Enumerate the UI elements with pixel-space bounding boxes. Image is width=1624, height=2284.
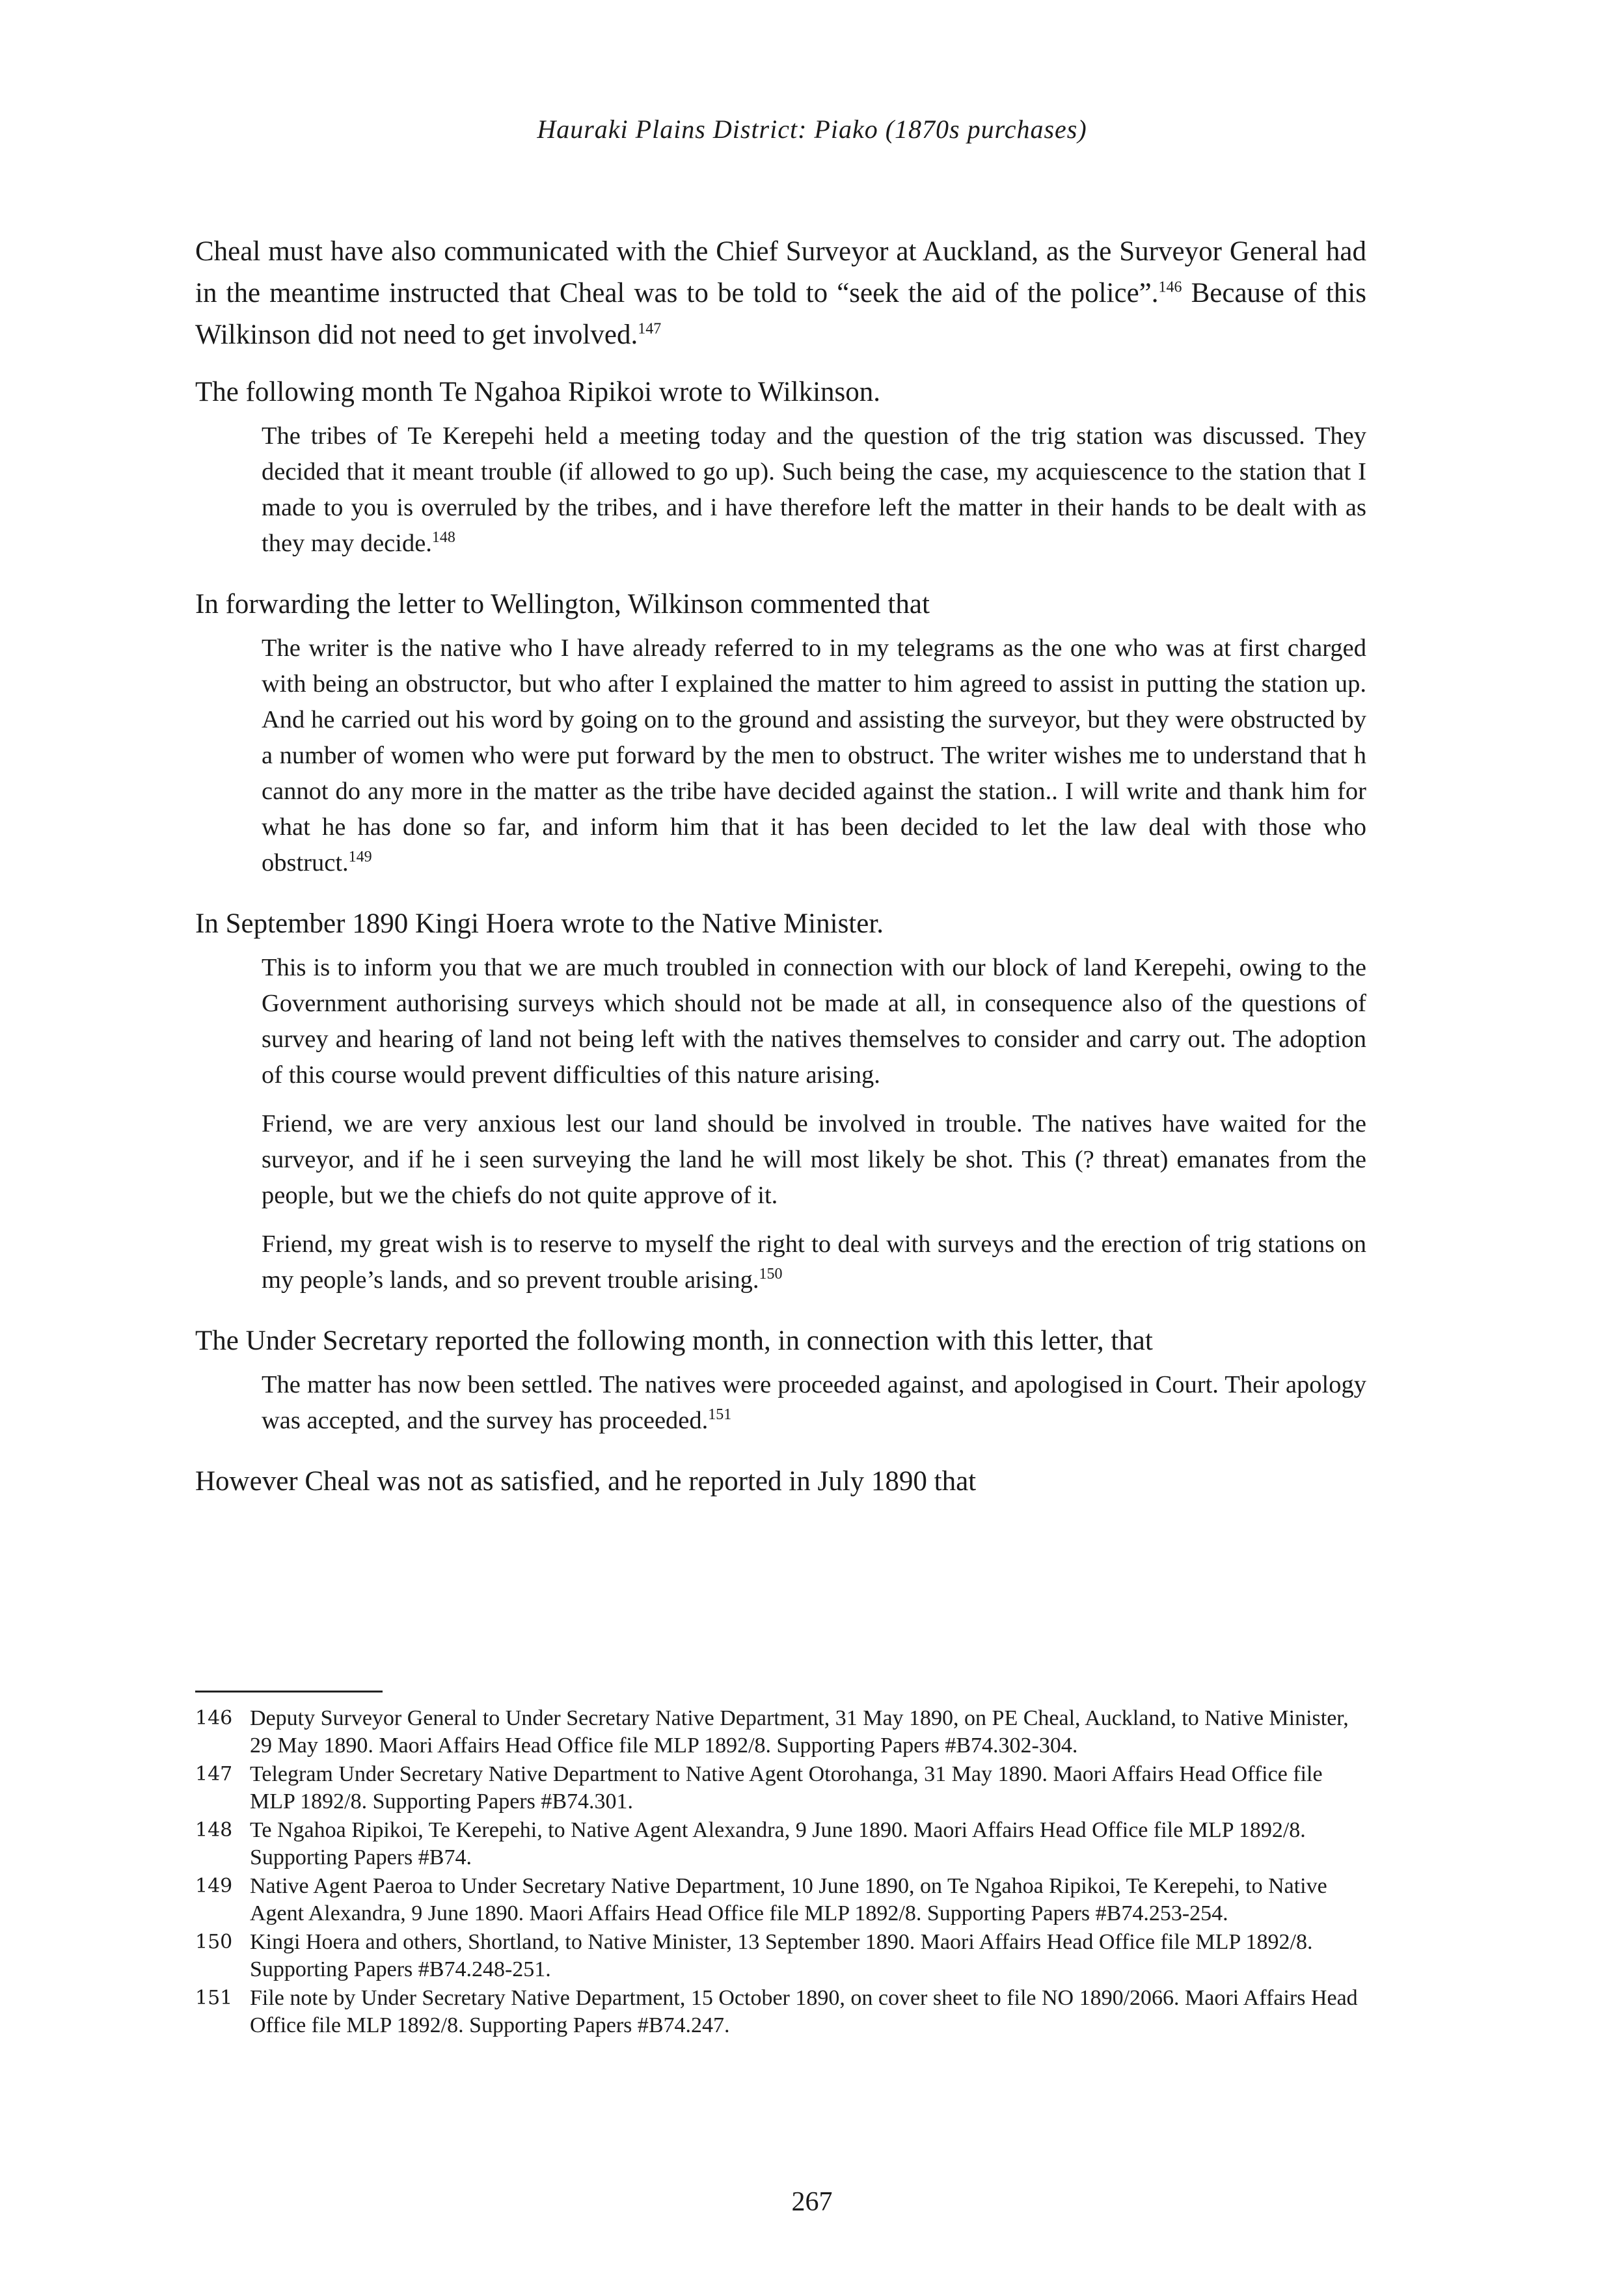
paragraph-3: In forwarding the letter to Wellington, Wilkinson commented that bbox=[195, 589, 930, 619]
page-number: 267 bbox=[791, 2187, 833, 2217]
footnote-ref-148[interactable]: 148 bbox=[431, 529, 455, 547]
paragraph-5: The Under Secretary reported the following month, in connection with this letter, that bbox=[195, 1326, 1153, 1356]
footnote-number: 148 bbox=[195, 1819, 233, 1842]
footnote-number: 146 bbox=[195, 1707, 233, 1730]
footnote-text: Telegram Under Secretary Native Department to Native Agent Otorohanga, 31 May 1890. Maori Affairs Head Office file MLP 1892/8. Supporting Papers #B74.301. bbox=[250, 1762, 1323, 1814]
footnote-ref-147[interactable]: 147 bbox=[638, 320, 662, 338]
footnote-text: File note by Under Secretary Native Department, 15 October 1890, on cover sheet to file NO 1890/2066. Maori Affairs Head Office file MLP 1892/8. Supporting Papers #B74.247. bbox=[250, 1986, 1358, 2037]
paragraph-2: The following month Te Ngahoa Ripikoi wrote to Wilkinson. bbox=[195, 377, 881, 407]
footnote-number: 149 bbox=[195, 1875, 233, 1897]
footnote-text: Te Ngahoa Ripikoi, Te Kerepehi, to Native Agent Alexandra, 9 June 1890. Maori Affairs Head Office file MLP 1892/8. Supporting Papers #B74. bbox=[250, 1818, 1306, 1869]
quote-paragraph: The writer is the native who I have already referred to in my telegrams as the one who was at first charged with being an obstructor, but who after I explained the matter to him agreed to assist in putting the station up. And he carried out his word by going on to the ground and assisting the surveyor, but they were obstructed by a number of women who were put forward by the men to obstruct. The writer wishes me to understand that h cannot do any more in the matter as the tribe have decided against the station.. I will write and thank him for what he has done so far, and inform him that it has been decided to let the law deal with those who obstruct.$^{149}$ bbox=[262, 634, 1366, 877]
paragraph-4: In September 1890 Kingi Hoera wrote to the Native Minister. bbox=[195, 908, 884, 939]
quote-paragraph: The tribes of Te Kerepehi held a meeting today and the question of the trig station was discussed. They decided that it meant trouble (if allowed to go up). Such being the case, my acquiescence to the station that I made to you is overruled by the tribes, and i have therefore left the matter in their hands to be dealt with as they may decide.$^{148}$ bbox=[262, 422, 1366, 557]
footnote bbox=[195, 1985, 1366, 2039]
block-quote-4 bbox=[262, 1367, 1366, 1439]
quote-paragraph: This is to inform you that we are much troubled in connection with our block of land Kerepehi, owing to the Government authorising surveys which should not be made at all, in consequence also of the questions of survey and hearing of land not being left with the natives themselves to consider and carry out. The adoption of this course would prevent difficulties of this nature arising. bbox=[262, 954, 1366, 1089]
footnote-divider bbox=[195, 1691, 383, 1693]
footnote-ref-146[interactable]: 146 bbox=[1158, 279, 1182, 296]
footnote bbox=[195, 1761, 1366, 1815]
footnote-ref-151[interactable]: 151 bbox=[708, 1406, 732, 1424]
block-quote-2 bbox=[262, 631, 1366, 881]
footnotes bbox=[195, 1705, 1366, 2041]
quote-paragraph: Friend, my great wish is to reserve to myself the right to deal with surveys and the erection of trig stations on my people’s lands, and so prevent trouble arising.$^{150}$ bbox=[262, 1230, 1366, 1294]
footnote bbox=[195, 1929, 1366, 1983]
main-text bbox=[195, 231, 1366, 1508]
footnote-number: 147 bbox=[195, 1763, 233, 1786]
footnote-number: 151 bbox=[195, 1987, 233, 2009]
footnote-text: Kingi Hoera and others, Shortland, to Native Minister, 13 September 1890. Maori Affairs Head Office file MLP 1892/8. Supporting Papers #B74.248-251. bbox=[250, 1930, 1313, 1981]
footnote bbox=[195, 1705, 1366, 1760]
quote-paragraph: The matter has now been settled. The natives were proceeded against, and apologised in Court. Their apology was accepted, and the survey has proceeded.$^{151}$ bbox=[262, 1371, 1366, 1434]
footnote-ref-149[interactable]: 149 bbox=[348, 849, 372, 866]
footnote bbox=[195, 1873, 1366, 1927]
footnote bbox=[195, 1817, 1366, 1871]
quote-paragraph: Friend, we are very anxious lest our land should be involved in trouble. The natives have waited for the surveyor, and if he i seen surveying the land he will most likely be shot. This (? threat) emanates from the people, but we the chiefs do not quite approve of it. bbox=[262, 1110, 1366, 1209]
paragraph-6: However Cheal was not as satisfied, and he reported in July 1890 that bbox=[195, 1466, 977, 1497]
footnote-text: Native Agent Paeroa to Under Secretary Native Department, 10 June 1890, on Te Ngahoa Ripikoi, Te Kerepehi, to Native Agent Alexandra, 9 June 1890. Maori Affairs Head Office file MLP 1892/8. Supporting Papers #B74.253-254. bbox=[250, 1874, 1327, 1925]
footnote-number: 150 bbox=[195, 1931, 233, 1953]
block-quote-1 bbox=[262, 418, 1366, 562]
footnote-text: Deputy Surveyor General to Under Secretary Native Department, 31 May 1890, on PE Cheal, Auckland, to Native Minister, 29 May 1890. Maori Affairs Head Office file MLP 1892/8. Supporting Papers #B74.302-304. bbox=[250, 1706, 1349, 1758]
paragraph-1: Cheal must have also communicated with the Chief Surveyor at Auckland, as the Surveyor General had in the meantime instructed that Cheal was to be told to “seek the aid of the police”.$^{146}$ Because of this Wilkinson did not need to get involved.$^{147}$ bbox=[195, 236, 1366, 350]
block-quote-3 bbox=[262, 950, 1366, 1298]
footnote-ref-150[interactable]: 150 bbox=[759, 1266, 783, 1283]
running-header: Hauraki Plains District: Piako (1870s purchases) bbox=[537, 115, 1087, 144]
